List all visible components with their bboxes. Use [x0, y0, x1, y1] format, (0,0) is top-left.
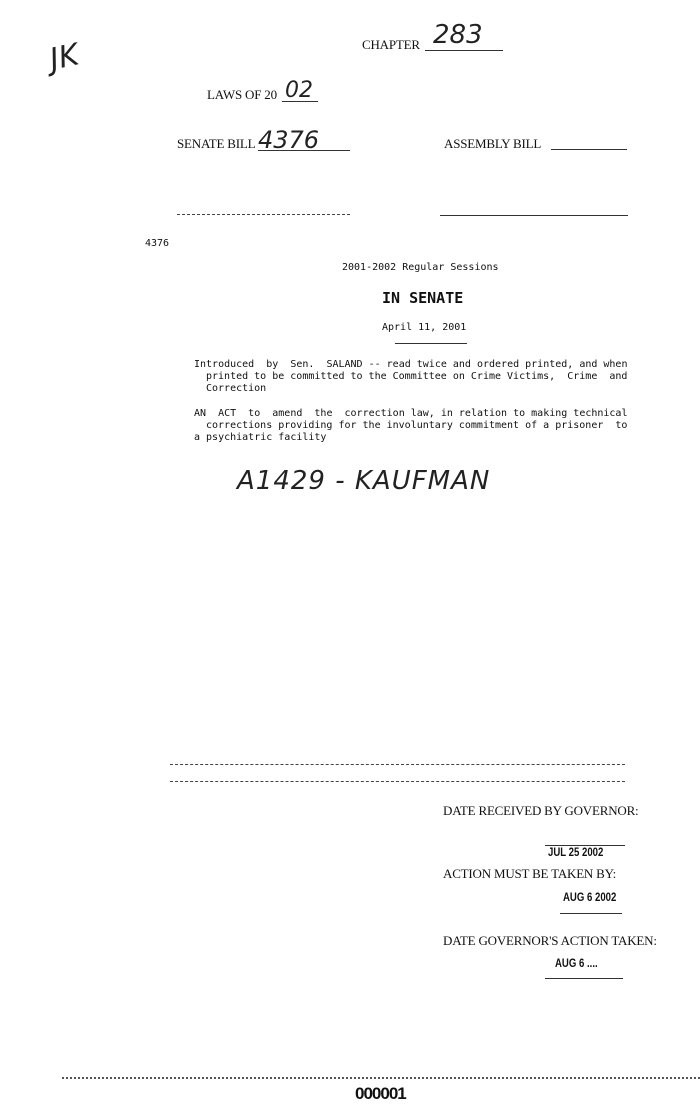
separator-line-1 [170, 764, 625, 765]
assembly-bill-label: ASSEMBLY BILL [444, 136, 542, 151]
signature-line-right [440, 215, 628, 216]
senate-bill-number: 4376 [258, 126, 320, 154]
received-label: DATE RECEIVED BY GOVERNOR: [443, 803, 639, 818]
senate-bill-line [258, 150, 350, 151]
senate-bill-label: SENATE BILL [177, 136, 256, 151]
introduced-line-3: Correction [206, 383, 267, 394]
handwritten-note: A1429 - KAUFMAN [237, 466, 491, 496]
action-stamp: AUG 6 2002 [563, 890, 617, 904]
date-underline [395, 343, 467, 344]
laws-line [282, 101, 318, 102]
taken-line [545, 978, 623, 979]
taken-label: DATE GOVERNOR'S ACTION TAKEN: [443, 933, 657, 948]
received-stamp: JUL 25 2002 [548, 845, 604, 859]
act-line-3: a psychiatric facility [194, 432, 327, 443]
scan-edge-line [62, 1077, 700, 1079]
received-line [545, 845, 625, 846]
chapter-label: CHAPTER [362, 37, 420, 52]
signature-line-left [177, 214, 350, 215]
introduced-line-2: printed to be committed to the Committee on Crime Victims, Crime and [206, 371, 628, 382]
date-text: April 11, 2001 [382, 322, 467, 333]
laws-label: LAWS OF 20 [207, 87, 277, 102]
introduced-line-1: Introduced by Sen. SALAND -- read twice and ordered printed, and when [194, 359, 628, 370]
chapter-number: 283 [433, 20, 483, 50]
page-number: 000001 [355, 1084, 406, 1103]
house-heading: IN SENATE [382, 289, 464, 307]
session-text: 2001-2002 Regular Sessions [342, 262, 499, 273]
margin-initials: JK [46, 37, 82, 78]
act-line-2: corrections providing for the involuntary commitment of a prisoner to [206, 420, 628, 431]
taken-stamp: AUG 6 .... [555, 956, 598, 970]
laws-year: 02 [285, 78, 313, 103]
assembly-bill-line [551, 149, 627, 150]
separator-line-2 [170, 781, 625, 782]
bill-reference: 4376 [145, 238, 170, 249]
chapter-line [425, 50, 503, 51]
action-label: ACTION MUST BE TAKEN BY: [443, 866, 617, 881]
action-line [560, 913, 622, 914]
act-line-1: AN ACT to amend the correction law, in relation to making technical [194, 408, 628, 419]
